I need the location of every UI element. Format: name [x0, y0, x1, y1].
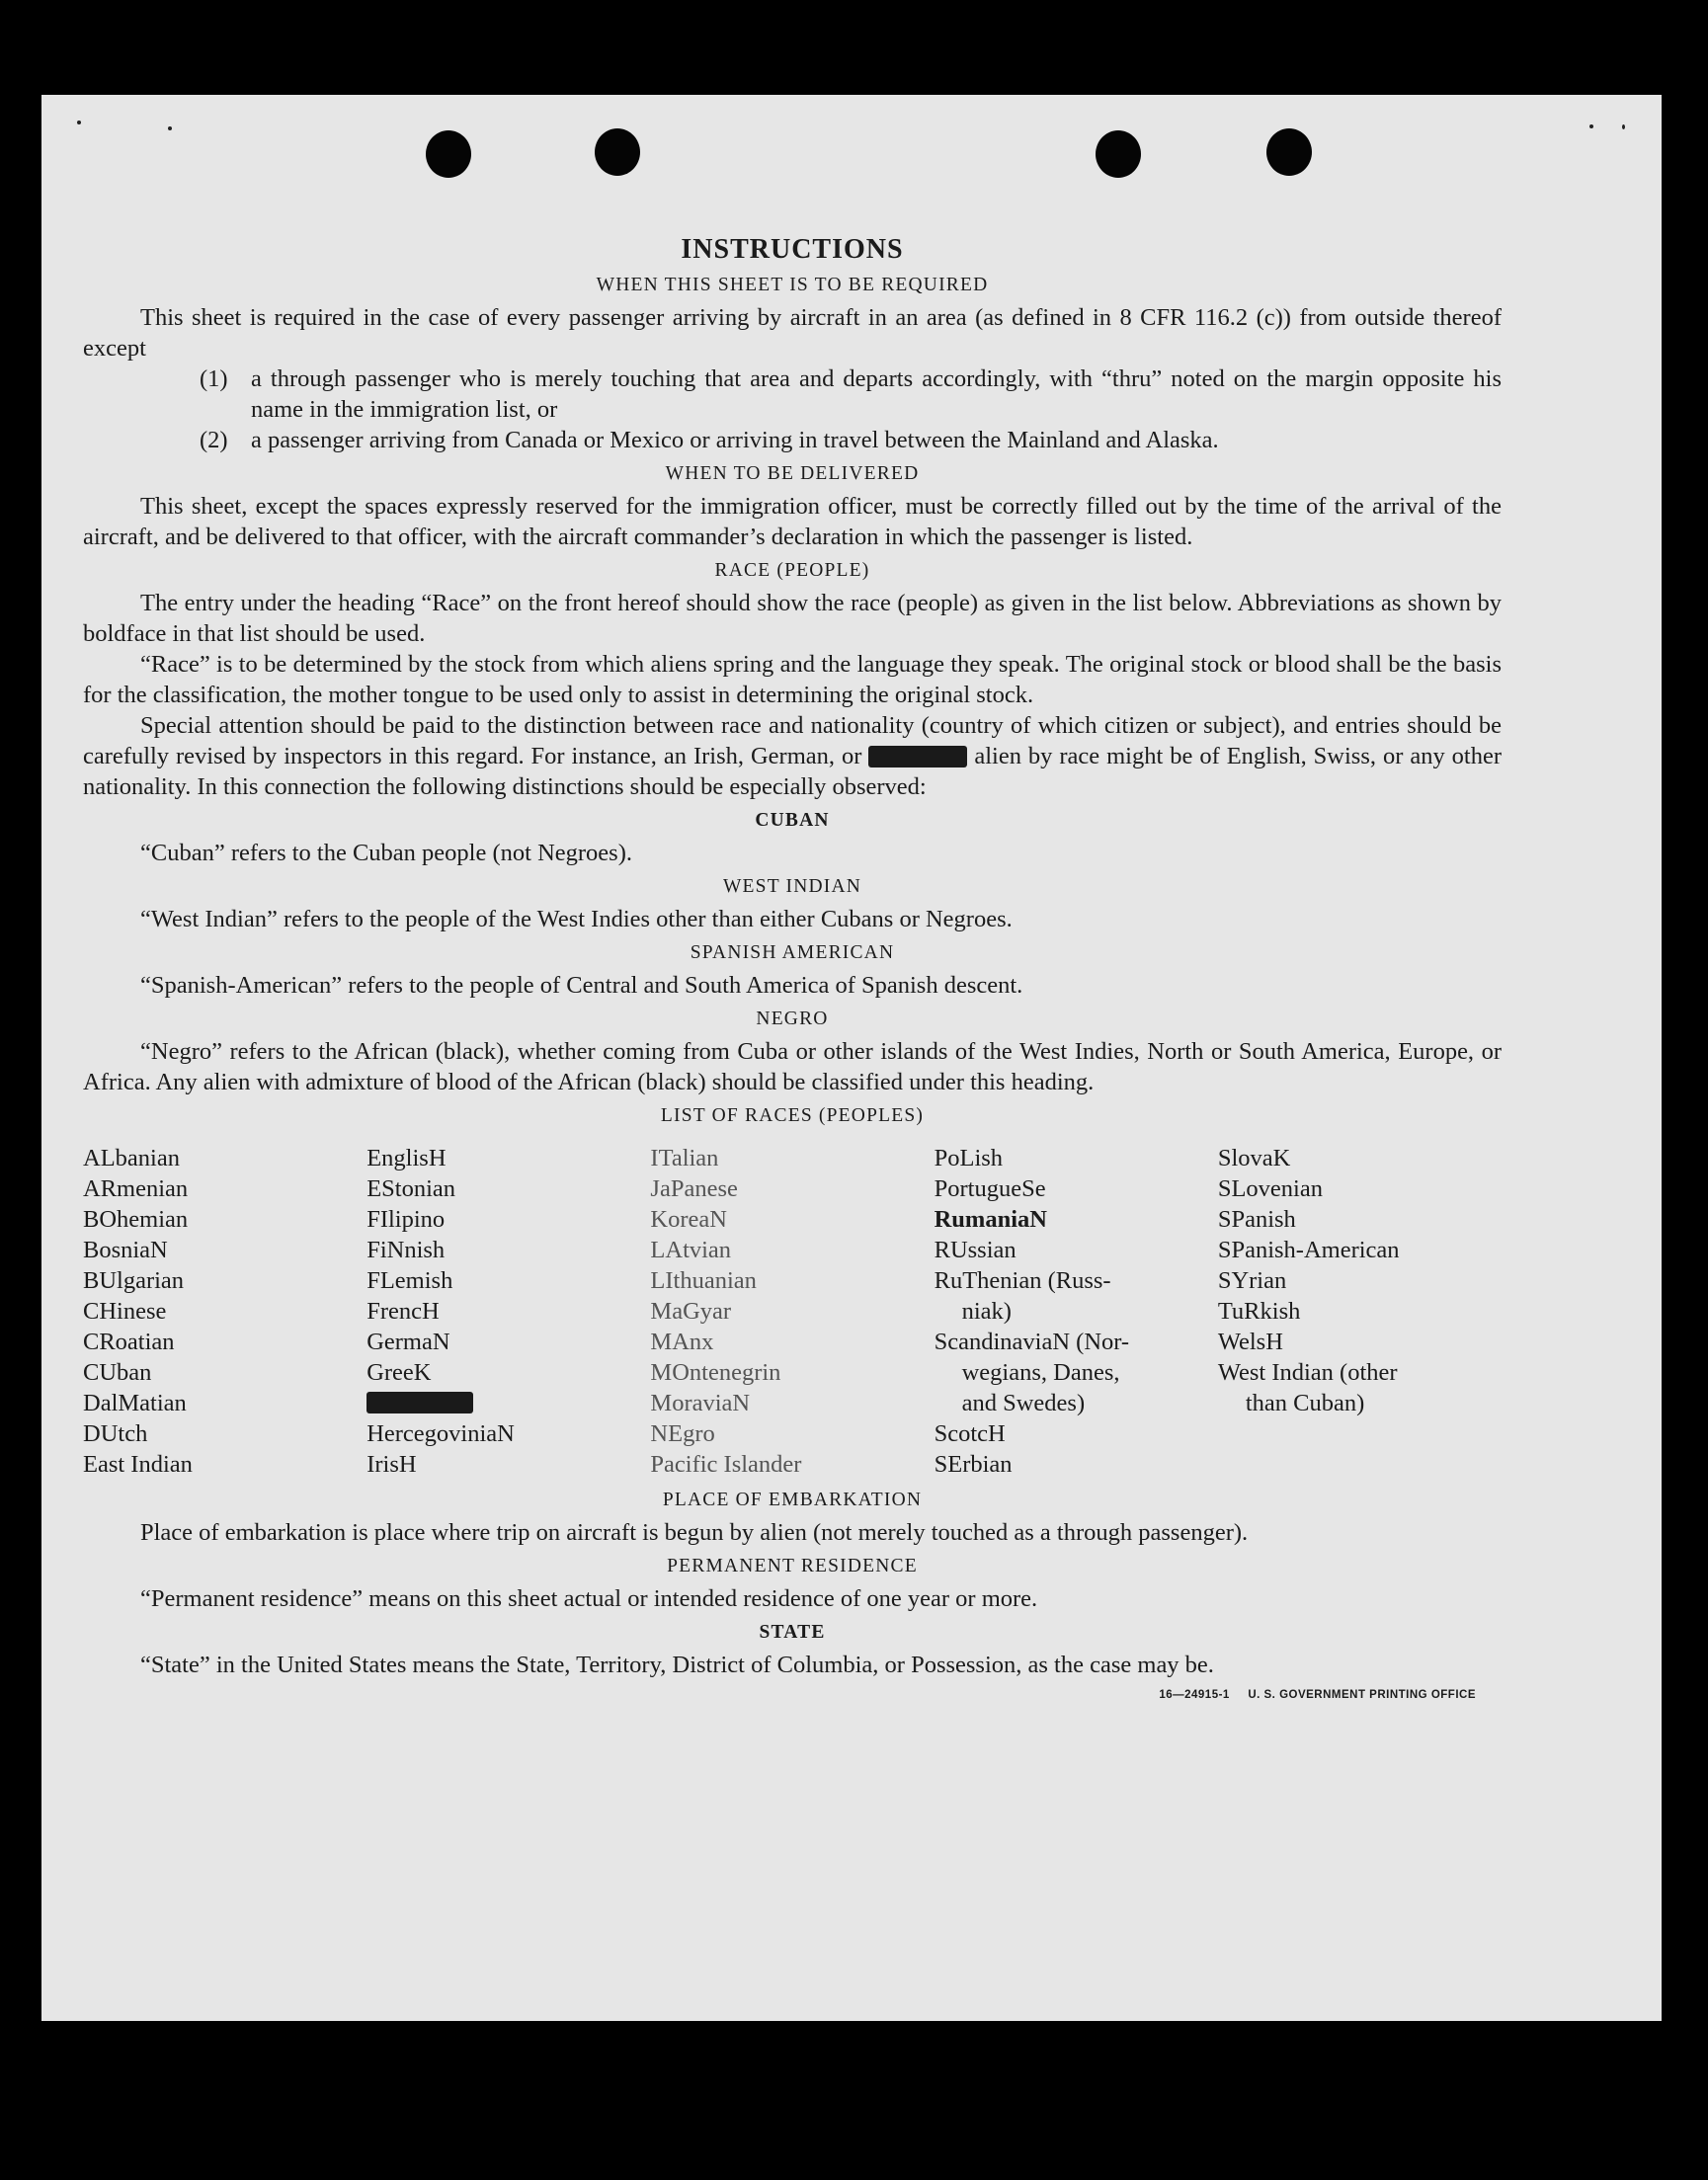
race-item: FiNnish — [366, 1237, 446, 1263]
paragraph: The entry under the heading “Race” on the front hereof should show the race (people) as given in the list below. Abbreviations as shown by boldface in that list should be used. — [83, 590, 1502, 647]
paragraph: “West Indian” refers to the people of the West Indies other than either Cubans or Negroes. — [140, 906, 1013, 932]
race-item: GreeK — [366, 1359, 432, 1386]
race-item: PoLish — [934, 1145, 1004, 1171]
punch-hole — [1096, 130, 1141, 178]
race-item-redacted — [366, 1388, 650, 1418]
document-sheet — [41, 95, 1662, 2021]
race-item: BosniaN — [83, 1237, 168, 1263]
paragraph: “State” in the United States means the State, Territory, District of Columbia, or Possession, as the case may be. — [140, 1652, 1214, 1678]
race-item: MAnx — [650, 1329, 714, 1355]
section-heading: LIST OF RACES (PEOPLES) — [660, 1105, 925, 1126]
paragraph: This sheet is required in the case of every passenger arriving by aircraft in an area (as defined in 8 CFR 116.2 (c)) from outside thereof except — [83, 304, 1502, 362]
race-item: NEgro — [650, 1420, 715, 1447]
race-item-continued: niak) — [961, 1298, 1012, 1325]
section-heading: STATE — [759, 1622, 826, 1643]
race-item: SPanish-American — [1217, 1237, 1400, 1263]
race-item: TuRkish — [1217, 1298, 1301, 1325]
section-heading: CUBAN — [755, 810, 830, 831]
item-number: (1) — [200, 365, 228, 392]
race-item: KoreaN — [650, 1206, 727, 1233]
paragraph: “Race” is to be determined by the stock from which aliens spring and the language they speak. The original stock or blood shall be the basis for the classification, the mother tongue to be used only to assist in determining the original stock. — [83, 651, 1502, 708]
section-heading: WEST INDIAN — [722, 876, 862, 897]
races-column-4 — [935, 1143, 1218, 1480]
section-heading: WHEN TO BE DELIVERED — [665, 463, 920, 484]
list-item — [83, 425, 1502, 455]
paragraph: “Negro” refers to the African (black), whether coming from Cuba or other islands of the West Indies, North or South America, Europe, or Africa. Any alien with admixture of blood of the African (black) should be classified under this heading. — [83, 1038, 1502, 1095]
race-item: CUban — [83, 1359, 152, 1386]
printer-imprint — [1159, 1680, 1476, 1711]
race-item: PortugueSe — [934, 1175, 1046, 1202]
races-column-5 — [1218, 1143, 1502, 1480]
paragraph-part: alien by race might be of English, Swiss, or any other nationality. In this connection the following distinctions should be especially observed: — [83, 743, 1502, 800]
page-title: INSTRUCTIONS — [681, 234, 904, 265]
punch-hole — [595, 128, 640, 176]
paper-speck — [1622, 124, 1625, 129]
race-item: SErbian — [934, 1451, 1013, 1478]
race-item: IrisH — [366, 1451, 417, 1478]
race-item: MaGyar — [650, 1298, 732, 1325]
race-item: JaPanese — [650, 1175, 738, 1202]
paragraph: This sheet, except the spaces expressly reserved for the immigration officer, must be correctly filled out by the time of the arrival of the aircraft, and be delivered to that officer, with the aircraft commander’s declaration in which the passenger is listed. — [83, 493, 1502, 550]
section-heading: RACE (PEOPLE) — [714, 560, 870, 581]
race-item: DUtch — [83, 1420, 148, 1447]
race-item: HercegoviniaN — [366, 1420, 515, 1447]
race-item: DalMatian — [83, 1390, 187, 1416]
paragraph: “Permanent residence” means on this sheet actual or intended residence of one year or more. — [140, 1585, 1038, 1612]
section-heading: PERMANENT RESIDENCE — [667, 1556, 918, 1576]
race-item: SPanish — [1217, 1206, 1296, 1233]
paragraph-part: Special attention should be paid to the distinction between race and nationality (country of which citizen or subject), and entries should be carefully revised by inspectors in this regard. For instance, an Irish, German, or — [83, 712, 1502, 769]
punch-hole — [426, 130, 471, 178]
punch-hole — [1266, 128, 1312, 176]
race-item: RuThenian (Russ- — [934, 1267, 1111, 1294]
list-item — [83, 363, 1502, 425]
race-item: ScotcH — [934, 1420, 1006, 1447]
section-heading: SPANISH AMERICAN — [690, 942, 895, 963]
race-item: West Indian (other — [1217, 1359, 1398, 1386]
section-heading: WHEN THIS SHEET IS TO BE REQUIRED — [596, 275, 989, 295]
race-item: CHinese — [83, 1298, 167, 1325]
race-item: MoraviaN — [650, 1390, 751, 1416]
race-item: RumaniaN — [934, 1206, 1047, 1233]
races-column-1 — [83, 1143, 366, 1480]
race-item: CRoatian — [83, 1329, 175, 1355]
footer — [83, 1680, 1502, 1715]
race-item: EnglisH — [366, 1145, 447, 1171]
paper-speck — [77, 121, 81, 124]
paragraph: “Cuban” refers to the Cuban people (not Negroes). — [140, 840, 632, 866]
race-item: ALbanian — [83, 1145, 180, 1171]
paragraph: Place of embarkation is place where trip on aircraft is begun by alien (not merely touched as a through passenger). — [140, 1519, 1249, 1546]
race-item: LIthuanian — [650, 1267, 757, 1294]
instructions-content — [83, 233, 1502, 1715]
race-item: SLovenian — [1217, 1175, 1323, 1202]
printer-name: U. S. GOVERNMENT PRINTING OFFICE — [1248, 1689, 1476, 1701]
race-item: ARmenian — [83, 1175, 189, 1202]
paragraph — [83, 710, 1502, 802]
item-text: a through passenger who is merely touching that area and departs accordingly, with “thru” noted on the margin opposite his name in the immigration list, or — [251, 365, 1502, 423]
form-number: 16—24915-1 — [1159, 1689, 1230, 1701]
section-heading: PLACE OF EMBARKATION — [662, 1490, 923, 1510]
race-item: FrencH — [366, 1298, 440, 1325]
section-heading: NEGRO — [756, 1009, 829, 1029]
race-item: LAtvian — [650, 1237, 732, 1263]
redaction-mark — [868, 746, 967, 767]
race-item: BOhemian — [83, 1206, 189, 1233]
race-item: SlovaK — [1217, 1145, 1291, 1171]
race-item-continued: and Swedes) — [961, 1390, 1086, 1416]
race-item: ScandinaviaN (Nor- — [934, 1329, 1130, 1355]
paragraph: “Spanish-American” refers to the people of Central and South America of Spanish descent. — [140, 972, 1023, 999]
race-item: FIlipino — [366, 1206, 446, 1233]
races-list — [83, 1143, 1502, 1480]
race-item-continued: wegians, Danes, — [961, 1359, 1120, 1386]
race-item: MOntenegrin — [650, 1359, 781, 1386]
paper-speck — [1589, 124, 1593, 128]
race-item: Pacific Islander — [650, 1451, 802, 1478]
redaction-mark — [366, 1392, 473, 1413]
race-item: EStonian — [366, 1175, 456, 1202]
paper-speck — [168, 126, 172, 130]
races-column-2 — [366, 1143, 650, 1480]
race-item: SYrian — [1217, 1267, 1287, 1294]
race-item: RUssian — [934, 1237, 1017, 1263]
race-item: East Indian — [83, 1451, 193, 1478]
item-text: a passenger arriving from Canada or Mexico or arriving in travel between the Mainland and Alaska. — [251, 427, 1219, 453]
race-item: ITalian — [650, 1145, 719, 1171]
race-item-continued: than Cuban) — [1245, 1390, 1365, 1416]
race-item: FLemish — [366, 1267, 453, 1294]
race-item: GermaN — [366, 1329, 450, 1355]
race-item: BUlgarian — [83, 1267, 185, 1294]
race-item: WelsH — [1217, 1329, 1283, 1355]
item-number: (2) — [200, 427, 228, 453]
races-column-3 — [650, 1143, 934, 1480]
